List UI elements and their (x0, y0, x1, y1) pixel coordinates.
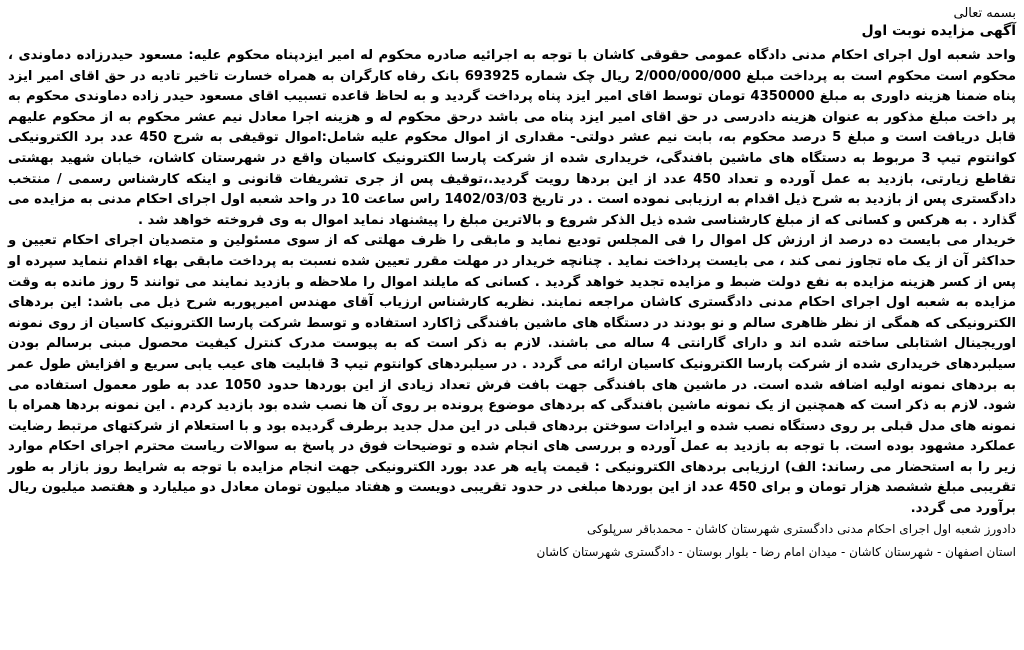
body-paragraph-2: خریدار می بایست ده درصد از ارزش کل اموال را فی المجلس تودیع نماید و مابقی را ظرف مهلتی که از سوی مسئولین و متصدیان اجرای احکام تعیین و حداکثر آن از یک ماه تجاوز نمی کند ، می بایست پرداخت نماید . چنانچه خریدار در مهلت مقرر تعیین شده نسبت به پرداخت مابقی بهاء اقدام ننماید سپرده او پس از کسر هزینه مزایده به نفع دولت ضبط و مزایده تجدید خواهد گردید . کسانی که مایلند اموال را ملاحظه و بازدید نمایند می توانند 5 روز مانده به وقت مزایده به شعبه اول اجرای احکام مدنی دادگستری کاشان مراجعه نمایند. نظریه کارشناس ارزیاب آقای مهندس امیرپوربه شرح ذیل می باشد: این بردهای الکترونیکی که همگی از نظر ظاهری سالم و نو بودند در دستگاه های ماشین بافندگی ژاکارد استفاده و توسط شرکت پارسا الکترونیک کاسیان از روی نمونه اوریجینال اشتابلی ساخته شده اند و دارای گارانتی 4 ساله می باشند. لازم به ذکر است که به پیوست مدرک کنترل کیفیت محصول مبنی برسالم بودن سیلبردهای خریداری شده از شرکت پارسا الکترونیک کاسیان ارائه می گردد . در سیلبردهای کوانتوم تیپ 3 قابلیت های عیب یابی سریع و افزایش طول عمر به بردهای نمونه اولیه اضافه شده است. در ماشین های بافندگی جهت بافت فرش تعداد زیادی از این بوردها حدود 1050 عدد به طور معمول استفاده می شود. لازم به ذکر است که همچنین از یک نمونه ماشین بافندگی که بردهای موضوع پرونده بر روی آن ها نصب شده بود بازدید کردم . این نمونه بردها همراه با نمونه های مدل قبلی بر روی دستگاه نصب شده و ایرادات سوختن بردهای قبلی در این مدل جدید برطرف گردیده بود و با استعلام از شرکتهای مرتبط رضایت عملکرد مشهود بوده است. با توجه به بازدید به عمل آورده و بررسی های انجام شده و توضیحات فوق در پاسخ به سوالات ریاست محترم اجرای احکام موارد زیر را به استحضار می رساند: الف) ارزیابی بردهای الکترونیکی : قیمت پایه هر عدد بورد الکترونیکی جهت انجام مزایده با توجه به شرایط روز بازار به طور تقریبی مبلغ ششصد هزار تومان و برای 450 عدد از این بوردها مبلغی در حدود تقریبی دویست و هفتاد میلیون تومان معادل دو میلیارد و هفتصد میلیون ریال برآورد می گردد. (8, 233, 1016, 517)
address-line: استان اصفهان - شهرستان کاشان - میدان امام رضا - بلوار بوستان - دادگستری شهرستان کاشان (536, 544, 1016, 559)
signature-line: دادورز شعبه اول اجرای احکام مدنی دادگستری شهرستان کاشان - محمدباقر سرپلوکی (586, 521, 1016, 536)
bismillah-line: بسمه تعالی (953, 6, 1016, 21)
notice-body (8, 46, 1016, 520)
body-paragraph-1: واحد شعبه اول اجرای احکام مدنی دادگاه عمومی حقوقی کاشان با توجه به اجرائیه صادره محکوم له امیر ایزدپناه محکوم علیه: مسعود حیدرزاده دماوندی ، محکوم است محکوم است به پرداخت مبلغ 2/000/000/000 ریال چک شماره 693925 بانک رفاه کارگران به همراه خسارت تاخیر تادیه در حق اقای امیر ایزد پناه ضمنا هزینه داوری به مبلغ 4350000 تومان توسط اقای امیر ایزد پناه پرداخت گردید و به لحاظ قاعده تسبیب اقای مسعود حیدر زاده دماوندی محکوم به پر داخت مبلغ مذکور به عنوان هزینه دادرسی در حق اقای امیر ایزد پناه می باشد درحق محکوم له و هزینه اجرا معادل نیم عشر محکوم به از محکوم علیهم قابل دریافت است و مبلغ 5 درصد محکوم به، بابت نیم عشر دولتی- مقداری از اموال محکوم علیه شامل:اموال توقیفی به شرح 450 عدد برد الکترونیکی کوانتوم تیپ 3 مربوط به دستگاه های ماشین بافندگی، خریداری شده از شرکت پارسا الکترونیک کاسیان واقع در شهرستان کاشان، خیابان شهید بهشتی تقاطع زیارتی، بازدید به عمل آورده و تعداد 450 عدد از این بردها رویت گردید.،توقیف پس از جری تشریفات قانونی و اینکه کارشناس رسمی / منتخب دادگستری پس از بازدید به شرح ذیل اقدام به ارزیابی نموده است . در تاریخ 1402/03/03 راس ساعت 10 در واحد شعبه اول اجرای احکام مدنی به مزایده می گذارد . به هرکس و کسانی که از مبلغ کارشناسی شده ذیل الذکر شروع و بالاترین مبلغ را پیشنهاد نماید اموال به وی فروخته خواهد شد . (8, 48, 1017, 228)
notice-title: آگهی مزایده نوبت اول (861, 23, 1016, 39)
